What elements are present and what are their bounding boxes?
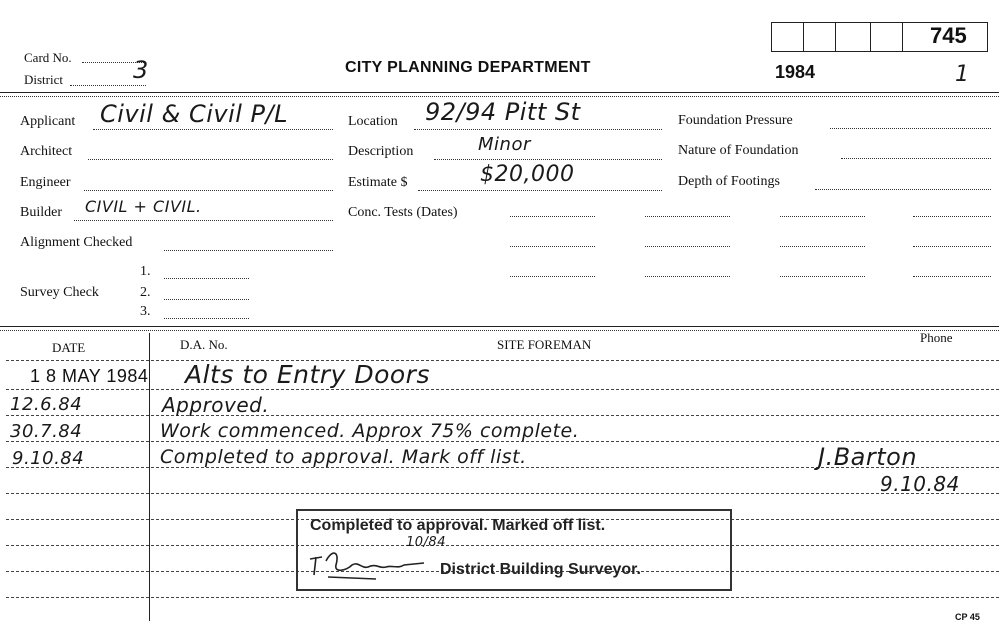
dotted-line [645, 216, 730, 217]
signature-date: 9.10.84 [880, 472, 960, 496]
survey-label: Survey Check [20, 285, 99, 300]
builder-label: Builder [20, 205, 62, 220]
dotted-line [780, 216, 865, 217]
card-no-value: 3 [133, 56, 149, 84]
approval-stamp [296, 509, 732, 591]
conc-tests-label: Conc. Tests (Dates) [348, 205, 458, 220]
survey-3: 3. [140, 304, 151, 319]
stamp-date-mark: 10/84 [406, 535, 446, 550]
phone-header: Phone [920, 330, 953, 345]
entry-date: 30.7.84 [10, 421, 83, 442]
location-label: Location [348, 114, 398, 129]
form-code: CP 45 [955, 612, 980, 622]
number-box [771, 22, 804, 52]
builder-value: CIVIL + CIVIL. [85, 197, 202, 216]
entry-date: 12.6.84 [10, 394, 83, 415]
surveyor-signature-icon [306, 539, 434, 583]
ruled-line [6, 415, 999, 416]
district-label: District [24, 72, 63, 87]
dotted-line [815, 189, 991, 190]
page-title: CITY PLANNING DEPARTMENT [345, 59, 591, 76]
architect-label: Architect [20, 144, 73, 159]
date-header: DATE [52, 340, 86, 355]
section-rule-dotted [0, 330, 999, 331]
dotted-line [70, 85, 146, 86]
applicant-label: Applicant [20, 114, 76, 129]
card-no-label: Card No. [24, 50, 72, 65]
dotted-line [93, 129, 333, 130]
date-column-divider [149, 333, 150, 621]
dotted-line [913, 246, 991, 247]
dotted-line [164, 318, 249, 319]
dotted-line [841, 158, 991, 159]
year: 1984 [775, 62, 816, 82]
engineer-label: Engineer [20, 175, 71, 190]
dotted-line [830, 128, 991, 129]
dotted-line [74, 220, 333, 221]
nature-foundation-label: Nature of Foundation [678, 143, 799, 158]
dotted-line [84, 190, 333, 191]
dotted-line [913, 276, 991, 277]
entry-date: 1 8 MAY 1984 [30, 366, 149, 386]
card-number: 745 [930, 23, 967, 48]
entry-note: Alts to Entry Doors [185, 360, 430, 389]
dotted-line [164, 250, 333, 251]
alignment-label: Alignment Checked [20, 235, 133, 250]
dotted-line [164, 278, 249, 279]
dotted-line [510, 276, 595, 277]
dotted-line [913, 216, 991, 217]
estimate-value: $20,000 [480, 162, 575, 187]
dotted-line [780, 276, 865, 277]
stamp-line-2: District Building Surveyor. [440, 561, 641, 578]
dotted-line [414, 129, 662, 130]
depth-footings-label: Depth of Footings [678, 174, 780, 189]
dotted-line [418, 190, 662, 191]
dotted-line [434, 159, 662, 160]
dotted-line [645, 276, 730, 277]
header-rule-dotted [0, 96, 999, 97]
ruled-line [6, 597, 999, 598]
foundation-pressure-label: Foundation Pressure [678, 113, 793, 128]
entry-note: Work commenced. Approx 75% complete. [160, 420, 580, 442]
dotted-line [780, 246, 865, 247]
ruled-line [6, 360, 999, 361]
applicant-value: Civil & Civil P/L [100, 100, 288, 128]
estimate-label: Estimate $ [348, 175, 408, 190]
entry-note: Approved. [162, 393, 270, 417]
dotted-line [88, 159, 333, 160]
dotted-line [164, 299, 249, 300]
ruled-line [6, 389, 999, 390]
entry-date: 9.10.84 [12, 448, 85, 469]
entry-note: Completed to approval. Mark off list. [160, 446, 527, 468]
description-label: Description [348, 144, 414, 159]
da-header: D.A. No. [180, 337, 228, 352]
dotted-line [645, 246, 730, 247]
site-foreman-header: SITE FOREMAN [497, 337, 592, 352]
dotted-line [510, 216, 595, 217]
header-rule [0, 92, 999, 93]
number-box [835, 22, 871, 52]
location-value: 92/94 Pitt St [425, 98, 581, 126]
description-value: Minor [478, 134, 531, 155]
section-rule [0, 326, 999, 327]
number-box [870, 22, 903, 52]
number-box [803, 22, 836, 52]
stamp-line-1: Completed to approval. Marked off list. [310, 517, 606, 534]
sheet-mark: 1 [955, 62, 970, 87]
dotted-line [510, 246, 595, 247]
survey-2: 2. [140, 285, 151, 300]
ruled-line [6, 493, 999, 494]
survey-1: 1. [140, 264, 151, 279]
signature: J.Barton [818, 443, 918, 471]
